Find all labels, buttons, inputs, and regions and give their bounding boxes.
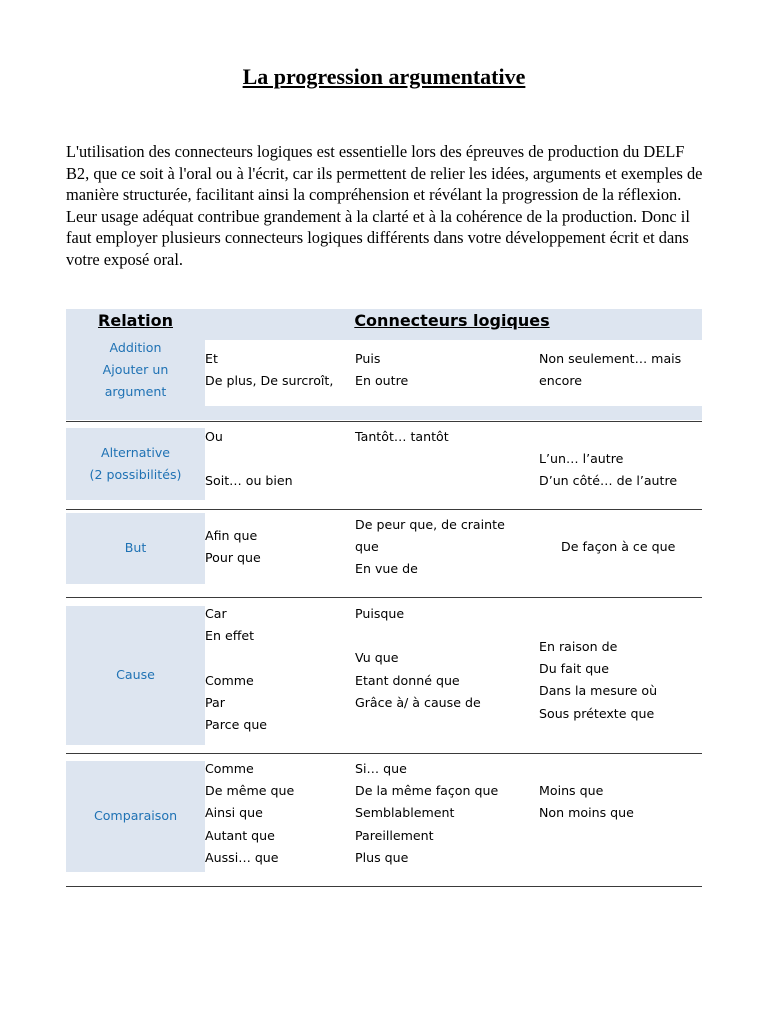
row-divider	[66, 886, 702, 887]
connecteurs-col1	[205, 426, 293, 493]
connecteur: De façon à ce que	[561, 539, 676, 554]
relation-label: Cause	[116, 667, 155, 683]
connecteur: D’un côté… de l’autre	[539, 473, 678, 489]
connecteurs-col1	[205, 758, 294, 869]
connecteur: L’un… l’autre	[539, 451, 624, 466]
connecteur: Dans la mesure où	[539, 683, 658, 699]
connecteur: Et	[205, 351, 218, 366]
connecteurs-col2	[355, 426, 449, 448]
connecteur: Vu que	[355, 650, 399, 666]
relation-label: But	[124, 540, 147, 556]
page-title: La progression argumentative	[242, 64, 526, 89]
header-relation: Relation	[98, 311, 173, 330]
connecteur	[205, 448, 293, 470]
relation-cell	[66, 428, 205, 500]
connecteur: Etant donné que	[355, 672, 460, 688]
connecteur	[205, 647, 267, 669]
table-row-cause	[66, 606, 702, 745]
connecteurs-col2	[355, 348, 408, 392]
connecteur: Parce que	[205, 717, 268, 732]
connecteurs-col1	[205, 603, 267, 736]
connecteur: Comme	[205, 672, 254, 688]
connecteurs-col1	[205, 525, 261, 569]
relation-cell	[66, 761, 205, 872]
connecteur: Semblablement	[355, 805, 455, 821]
connecteur: Ainsi que	[205, 805, 263, 821]
relation-label: Comparaison	[93, 808, 178, 824]
connecteur: Non moins que	[539, 805, 634, 821]
relation-label: Addition	[109, 340, 162, 355]
row-divider	[66, 509, 702, 510]
connecteurs-col3	[539, 636, 657, 725]
connecteur: De plus, De surcroît,	[205, 373, 334, 389]
connecteur: Puisque	[355, 606, 405, 621]
row-divider	[66, 753, 702, 754]
table-row-but	[66, 513, 702, 584]
connecteur: En effet	[205, 628, 255, 644]
connecteur: Par	[205, 694, 225, 710]
connecteur: que	[355, 539, 379, 555]
connecteur: Grâce à/ à cause de	[355, 694, 481, 710]
connecteur: Comme	[205, 761, 254, 776]
connecteur: Plus que	[355, 849, 409, 865]
connecteurs-col3	[561, 536, 675, 558]
connecteur: Soit… ou bien	[205, 473, 293, 489]
connecteur: Pareillement	[355, 827, 434, 843]
connecteur: Puis	[355, 351, 381, 366]
connecteur: Sous prétexte que	[539, 705, 655, 721]
relation-label: Alternative	[100, 444, 171, 460]
table-row-comparaison	[66, 761, 702, 872]
connecteur: De la même façon que	[355, 783, 499, 799]
connecteur: Ou	[205, 429, 223, 444]
relation-cell	[66, 606, 205, 745]
connecteurs-col2	[355, 758, 498, 869]
connecteurs-col3	[539, 448, 677, 492]
connecteurs-col2	[355, 603, 481, 714]
connecteur: encore	[539, 373, 583, 389]
relation-label: argument	[104, 384, 167, 400]
connecteur: Autant que	[205, 827, 275, 843]
connecteur: Afin que	[205, 528, 258, 543]
connecteur: Car	[205, 606, 227, 621]
table-row-alternative	[66, 428, 702, 500]
row-divider	[66, 597, 702, 598]
connecteur: En vue de	[355, 561, 418, 577]
row-divider	[66, 421, 702, 422]
connecteur: Pour que	[205, 550, 261, 566]
connecteur: En outre	[355, 373, 409, 389]
connecteurs-col3	[539, 780, 634, 824]
connecteur: Du fait que	[539, 661, 609, 677]
relation-label: (2 possibilités)	[89, 467, 182, 482]
connecteur: De peur que, de crainte	[355, 517, 505, 532]
connecteur: Tantôt… tantôt	[355, 429, 449, 444]
connecteur: Moins que	[539, 783, 604, 798]
relation-cell	[66, 337, 205, 420]
connecteur: Non seulement… mais	[539, 351, 682, 366]
table-header	[66, 309, 702, 340]
connecteurs-col3	[539, 348, 681, 392]
connecteurs-col1	[205, 348, 333, 392]
header-connecteurs: Connecteurs logiques	[354, 311, 550, 330]
connecteurs-col2	[355, 514, 505, 581]
relation-label: Ajouter un	[102, 362, 169, 378]
relation-cell	[66, 513, 205, 584]
connecteur	[355, 625, 481, 647]
connecteur: De même que	[205, 783, 295, 799]
intro-paragraph: L'utilisation des connecteurs logiques est essentielle lors des épreuves de production du DELF B2, que ce soit à l'oral ou à l'écrit, car ils permettent de relier les idées, arguments et exemples de manière structurée, facilitant ainsi la compréhension et révélant la progression de la réflexion. Leur usage adéquat contribue grandement à la clarté et à la cohérence de la production. Donc il faut employer plusieurs connecteurs logiques différents dans votre développement écrit et dans votre exposé oral.	[66, 142, 703, 269]
connecteur: En raison de	[539, 639, 618, 654]
connecteur: Aussi… que	[205, 849, 279, 865]
table-row-addition	[66, 340, 702, 420]
connecteur: Si… que	[355, 761, 407, 776]
